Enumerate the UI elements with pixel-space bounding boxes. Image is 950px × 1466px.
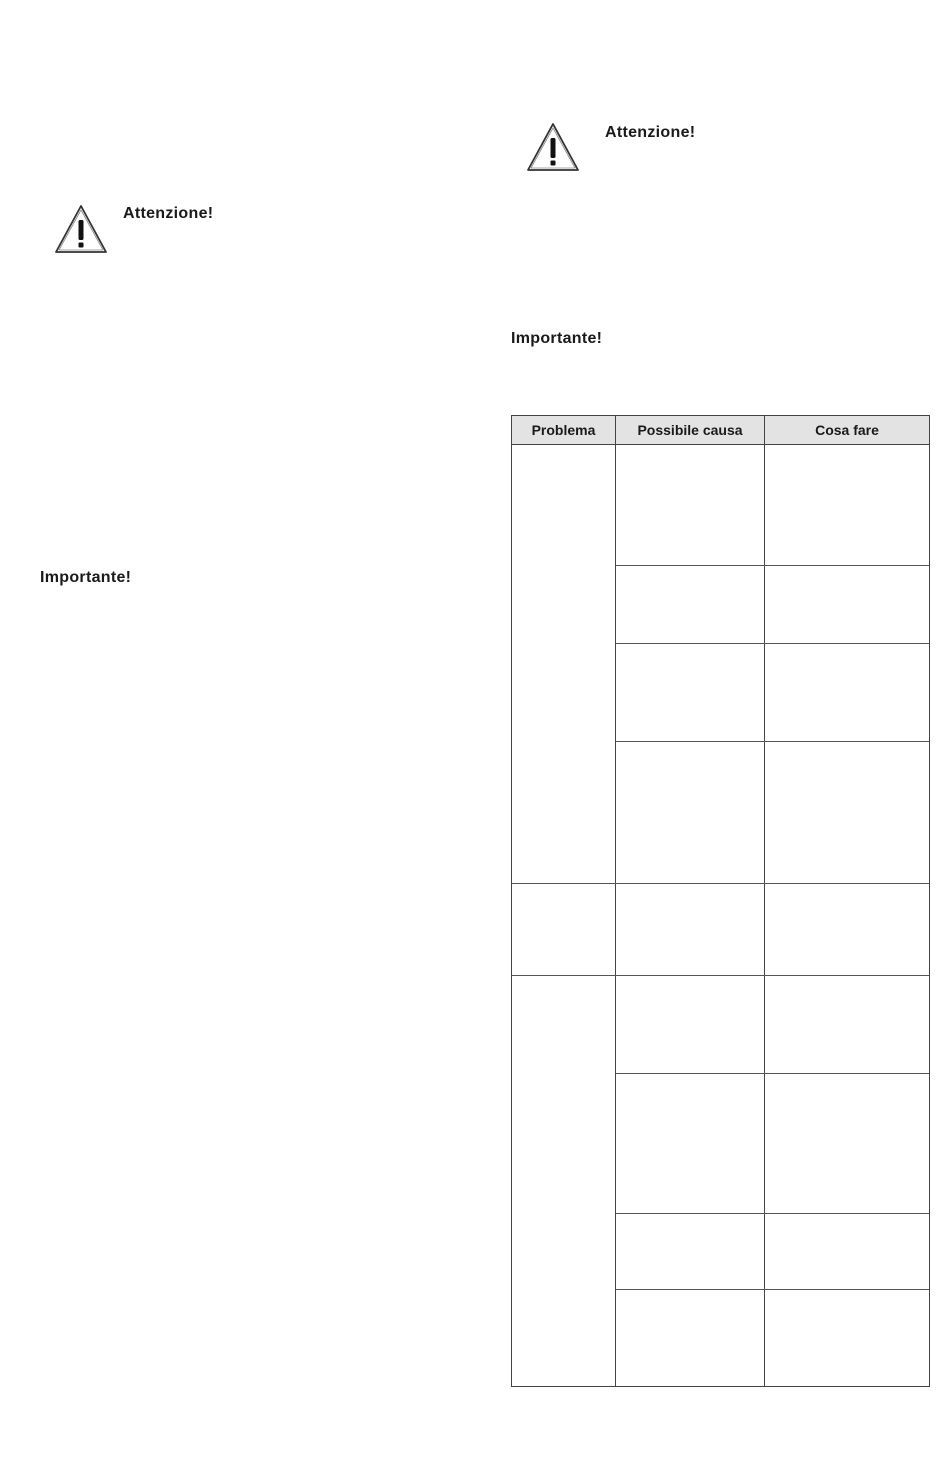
troubleshooting-table (511, 415, 930, 1387)
table-header-problema: Problema (512, 416, 615, 445)
table-row-divider (616, 1073, 929, 1074)
left-warning-label: Attenzione! (123, 205, 214, 222)
right-important-label: Importante! (511, 330, 603, 347)
table-row-divider (616, 741, 929, 742)
table-cell-problema (512, 976, 615, 1386)
table-header-possibile-causa: Possibile causa (616, 416, 764, 445)
table-row-divider (616, 1289, 929, 1290)
warning-triangle-icon (525, 121, 581, 173)
table-column-divider (764, 416, 765, 1386)
table-row-divider (616, 643, 929, 644)
table-cell-problema (512, 446, 615, 883)
table-column-divider (615, 416, 616, 1386)
table-cell-problema (512, 884, 615, 975)
warning-triangle-icon (53, 203, 109, 255)
right-warning-label: Attenzione! (605, 124, 696, 141)
table-row-divider (616, 565, 929, 566)
table-row-divider (616, 1213, 929, 1214)
table-header-cosa-fare: Cosa fare (765, 416, 929, 445)
left-important-label: Importante! (40, 569, 132, 586)
